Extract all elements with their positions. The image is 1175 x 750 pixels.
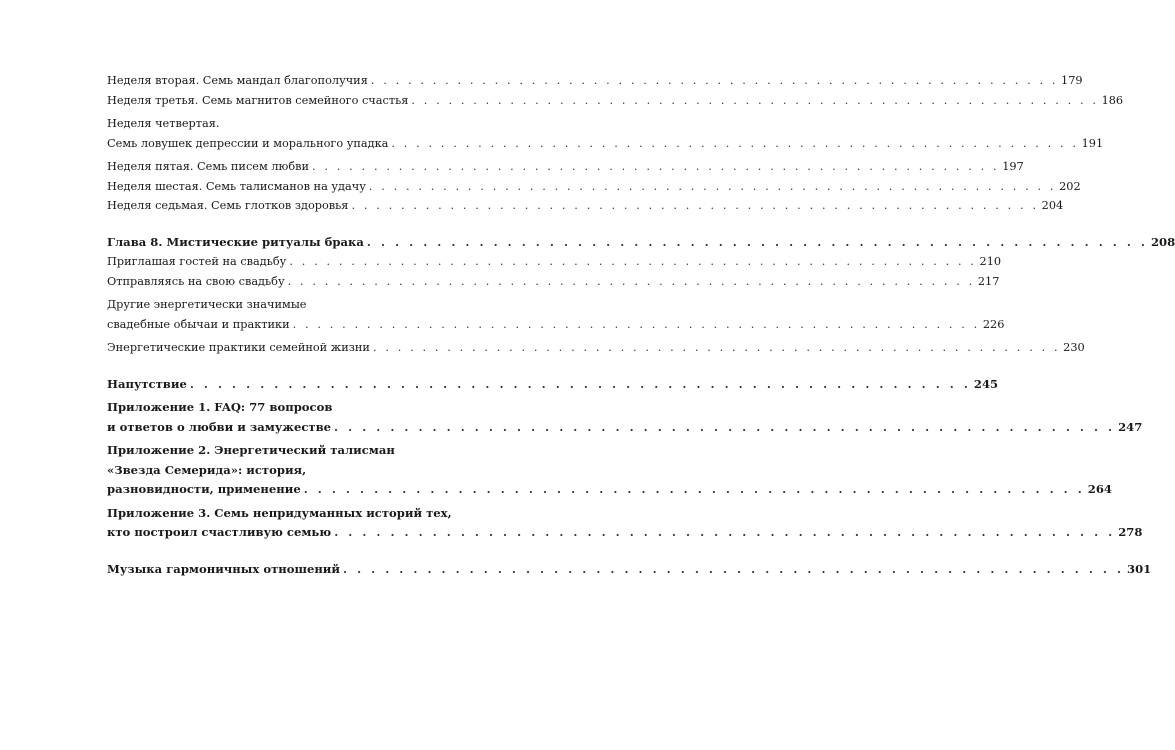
toc-entry-title: Приглашая гостей на свадьбу [107,255,287,268]
toc-page-number: 191 [1081,136,1104,150]
toc-entry-title: Глава 8. Мистические ритуалы брака [107,234,364,249]
toc-entry-title: «Звезда Семерида»: история, [107,462,307,477]
toc-entry[interactable] [107,504,1143,543]
toc-entry[interactable] [107,338,1085,358]
toc-entry[interactable] [107,114,1104,153]
toc-entry-title: Неделя шестая. Семь талисманов на удачу [107,179,366,193]
toc-entry-title: Приложение 2. Энергетический талисман [107,443,395,457]
toc-entry[interactable] [107,295,1005,334]
toc-entry-line [107,196,1064,216]
toc-entry-line [107,177,1081,197]
dot-leader: . . . . . . . . . . . . . . . . . . . . . . . . . . . . . . . . . . . . . . . . . . . . . . . . . . . . . . . . [334,525,1116,539]
toc-page-number: 204 [1041,199,1064,212]
toc-page-number: 210 [979,255,1002,268]
toc-entry-line [107,315,1005,335]
toc-entry-line [107,441,470,461]
toc-entry[interactable] [107,177,1081,197]
toc-entry-line [107,480,1112,500]
dot-leader: . . . . . . . . . . . . . . . . . . . . . . . . . . . . . . . . . . . . . . . . . . . . . . . . . . . . . . . . [334,419,1116,434]
toc-entry-line [107,338,1085,358]
toc-page-number: 230 [1063,341,1085,354]
toc-page-number: 179 [1061,74,1083,87]
toc-entry-title: Напутствие [107,376,187,391]
toc-page-number: 226 [982,317,1005,331]
toc-entry-title: Неделя седьмая. Семь глотков здоровья [107,199,349,212]
toc-entry-line [107,233,1175,253]
toc-entry-line [107,157,1024,177]
toc-entry-line [107,134,1104,154]
toc-entry-line [107,523,1143,543]
toc-entry[interactable] [107,91,1124,111]
dot-leader: . . . . . . . . . . . . . . . . . . . . . . . . . . . . . . . . . . . . . . . . . . . . . . . . . . . . . . . . [343,561,1125,576]
toc-entry-line [107,91,1124,111]
toc-page-number: 217 [977,274,1000,288]
section-gap [107,358,470,375]
toc-entry[interactable] [107,441,1112,500]
toc-entry-title: свадебные обычаи и практики [107,317,290,331]
dot-leader: . . . . . . . . . . . . . . . . . . . . . . . . . . . . . . . . . . . . . . . . . . . . . . . . . . . . . . . . [312,160,1000,173]
toc-entry[interactable] [107,272,1000,292]
toc-page-number: 301 [1127,561,1152,576]
toc-entry-title: кто построил счастливую семью [107,525,332,539]
dot-leader: . . . . . . . . . . . . . . . . . . . . . . . . . . . . . . . . . . . . . . . . . . . . . . . . . . . . . . . . [292,317,980,331]
toc-page-number: 245 [973,376,999,391]
toc-page-number: 247 [1118,419,1143,434]
dot-leader: . . . . . . . . . . . . . . . . . . . . . . . . . . . . . . . . . . . . . . . . . . . . . . . . . . . . . . . . [287,274,975,288]
toc-page-number: 186 [1101,93,1124,107]
toc-entry[interactable] [107,560,1152,580]
toc-page-number: 278 [1118,525,1143,539]
toc-entry-line [107,461,470,481]
toc-entry-title: Музыка гармоничных отношений [107,561,341,576]
toc-entry-title: Отправляясь на свою свадьбу [107,274,285,288]
toc-entry-line [107,375,999,395]
dot-leader: . . . . . . . . . . . . . . . . . . . . . . . . . . . . . . . . . . . . . . . . . . . . . . . . . . . . . . . . [391,136,1079,150]
toc-entry-title: Неделя четвертая. [107,117,220,130]
toc-page-number: 208 [1150,234,1175,249]
toc-entry-line [107,252,1002,272]
toc-entry-title: Приложение 1. FAQ: 77 вопросов [107,400,333,414]
toc-entry[interactable] [107,71,1083,91]
dot-leader: . . . . . . . . . . . . . . . . . . . . . . . . . . . . . . . . . . . . . . . . . . . . . . . . . . . . . . . . [366,234,1148,249]
toc-entry-line [107,560,1152,580]
toc-entry-line [107,71,1083,91]
toc-entry-title: Неделя пятая. Семь писем любви [107,160,310,173]
toc-page-number: 264 [1087,482,1112,496]
toc-entry-line [107,504,470,524]
toc-entry-line [107,398,470,418]
dot-leader: . . . . . . . . . . . . . . . . . . . . . . . . . . . . . . . . . . . . . . . . . . . . . . . . . . . . . . . . [351,199,1039,212]
dot-leader: . . . . . . . . . . . . . . . . . . . . . . . . . . . . . . . . . . . . . . . . . . . . . . . . . . . . . . . . [372,341,1061,354]
section-gap [107,216,470,233]
toc-entry-title: Приложение 3. Семь непридуманных историй тех, [107,505,452,520]
toc-entry-title: и ответов о любви и замужестве [107,419,332,434]
toc-page-number: 197 [1002,160,1024,173]
section-gap [107,543,470,560]
toc-entry-title: Неделя вторая. Семь мандал благополучия [107,74,368,87]
toc-entry-line [107,418,1143,438]
toc-entry[interactable] [107,252,1002,272]
toc-entry-line [107,114,470,134]
dot-leader: . . . . . . . . . . . . . . . . . . . . . . . . . . . . . . . . . . . . . . . . . . . . . . . . . . . . . . . . [368,179,1057,193]
toc-page-number: 202 [1059,179,1081,193]
toc-entry[interactable] [107,398,1143,437]
toc-entry[interactable] [107,233,1175,253]
toc-entry-line [107,272,1000,292]
table-of-contents [107,71,1175,579]
toc-entry-title: Энергетические практики семейной жизни [107,341,370,354]
toc-entry-title: разновидности, применение [107,482,301,496]
dot-leader: . . . . . . . . . . . . . . . . . . . . . . . . . . . . . . . . . . . . . . . . . . . . . . . . . . . . . . . . [189,376,971,391]
toc-entry-title: Другие энергетически значимые [107,298,307,311]
toc-entry-line [107,295,470,315]
dot-leader: . . . . . . . . . . . . . . . . . . . . . . . . . . . . . . . . . . . . . . . . . . . . . . . . . . . . . . . . [370,74,1059,87]
toc-entry-title: Семь ловушек депрессии и морального упадка [107,136,389,150]
toc-entry[interactable] [107,375,999,395]
toc-entry[interactable] [107,196,1064,216]
toc-entry-title: Неделя третья. Семь магнитов семейного счастья [107,93,409,107]
dot-leader: . . . . . . . . . . . . . . . . . . . . . . . . . . . . . . . . . . . . . . . . . . . . . . . . . . . . . . . . [289,255,977,268]
toc-entry[interactable] [107,157,1024,177]
dot-leader: . . . . . . . . . . . . . . . . . . . . . . . . . . . . . . . . . . . . . . . . . . . . . . . . . . . . . . . . [411,93,1099,107]
dot-leader: . . . . . . . . . . . . . . . . . . . . . . . . . . . . . . . . . . . . . . . . . . . . . . . . . . . . . . . . [303,482,1085,496]
